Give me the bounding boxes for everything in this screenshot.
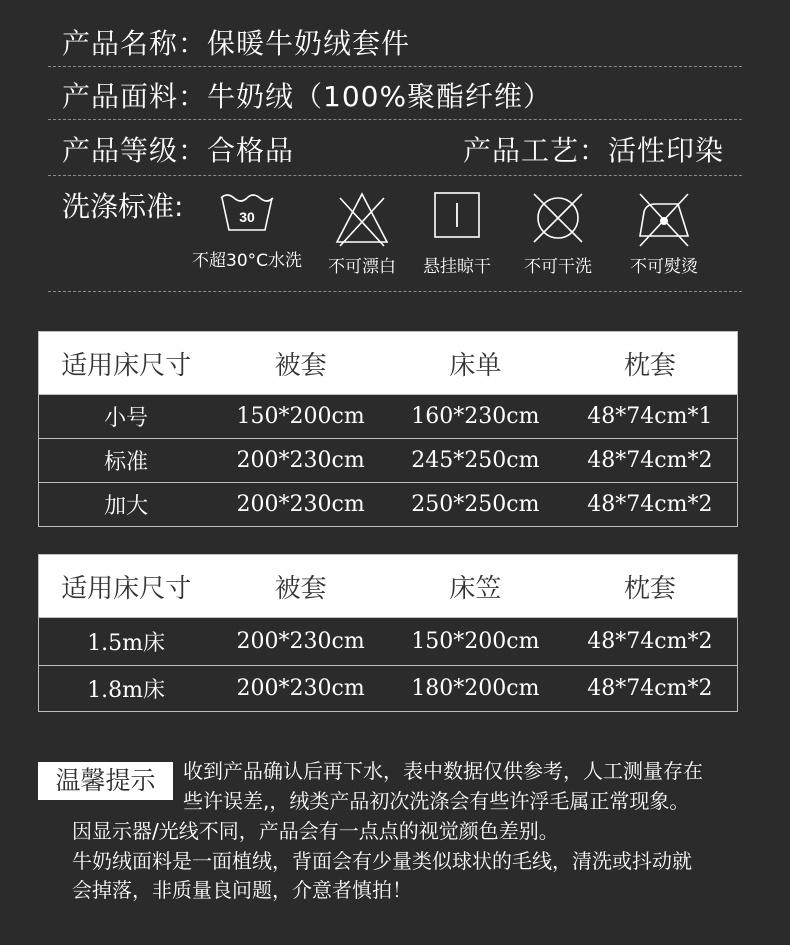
table-cell: 180*200cm	[388, 666, 563, 712]
table-cell: 200*230cm	[213, 666, 388, 712]
table-cell: 245*250cm	[388, 439, 563, 483]
column-header: 床笠	[388, 555, 563, 618]
table-row	[39, 666, 738, 712]
table-cell: 48*74cm*2	[563, 483, 738, 527]
divider	[48, 66, 742, 67]
tips-badge: 温馨提示	[38, 762, 173, 800]
hang-dry-icon	[432, 190, 482, 240]
product-name: 产品名称：保暖牛奶绒套件	[62, 27, 411, 60]
column-header: 枕套	[563, 332, 738, 395]
wash-item	[307, 190, 417, 277]
table-cell: 48*74cm*2	[563, 666, 738, 712]
table-cell: 250*250cm	[388, 483, 563, 527]
table-row	[39, 439, 738, 483]
table-cell: 200*230cm	[213, 618, 388, 666]
no-iron-icon	[634, 190, 694, 248]
tip-line: 收到产品确认后再下水，表中数据仅供参考，人工测量存在	[183, 759, 703, 783]
table-cell: 48*74cm*1	[563, 395, 738, 439]
wash-standard-title: 洗涤标准:	[62, 190, 184, 223]
table-cell: 标准	[39, 439, 214, 483]
product-fabric: 产品面料：牛奶绒（100%聚酯纤维）	[62, 80, 553, 113]
column-header: 床单	[388, 332, 563, 395]
table-cell: 150*200cm	[388, 618, 563, 666]
tip-line: 会掉落，非质量良问题，介意者慎拍！	[72, 878, 412, 902]
product-craft: 产品工艺：活性印染	[463, 134, 725, 167]
column-header: 被套	[213, 332, 388, 395]
table-cell: 200*230cm	[213, 483, 388, 527]
wash-label: 不可干洗	[524, 257, 592, 277]
wash-label: 不超30°C水洗	[192, 251, 303, 271]
table-cell: 1.8m床	[39, 666, 214, 712]
table-row	[39, 483, 738, 527]
table-cell: 小号	[39, 395, 214, 439]
wash-item	[402, 190, 512, 277]
product-grade: 产品等级：合格品	[62, 134, 295, 167]
wash-item	[192, 190, 302, 271]
table-cell: 48*74cm*2	[563, 618, 738, 666]
size-table-fitted	[38, 554, 738, 712]
table-row	[39, 395, 738, 439]
tip-line: 些许误差,，绒类产品初次洗涤会有些许浮毛属正常现象。	[183, 789, 690, 813]
column-header: 被套	[213, 555, 388, 618]
table-cell: 150*200cm	[213, 395, 388, 439]
table-cell: 160*230cm	[388, 395, 563, 439]
table-header-row	[39, 555, 738, 618]
table-header-row	[39, 332, 738, 395]
wash-item	[609, 190, 719, 277]
column-header: 适用床尺寸	[39, 332, 214, 395]
table-row	[39, 618, 738, 666]
column-header: 适用床尺寸	[39, 555, 214, 618]
wash-30-icon	[217, 190, 277, 236]
wash-label: 不可漂白	[328, 257, 396, 277]
wash-temp: 30	[239, 209, 255, 225]
no-dry-clean-icon	[528, 190, 588, 246]
wash-label: 悬挂晾干	[423, 257, 491, 277]
table-cell: 48*74cm*2	[563, 439, 738, 483]
wash-label: 不可熨烫	[630, 257, 698, 277]
column-header: 枕套	[563, 555, 738, 618]
tip-line: 因显示器/光线不同，产品会有一点点的视觉颜色差别。	[72, 819, 559, 843]
divider	[48, 119, 742, 120]
divider	[48, 175, 742, 176]
wash-item	[503, 190, 613, 277]
divider	[48, 291, 742, 292]
tip-line: 牛奶绒面料是一面植绒，背面会有少量类似球状的毛线，清洗或抖动就	[72, 849, 692, 873]
no-bleach-icon	[332, 190, 392, 250]
table-cell: 1.5m床	[39, 618, 214, 666]
table-cell: 加大	[39, 483, 214, 527]
table-cell: 200*230cm	[213, 439, 388, 483]
size-table-sheet	[38, 331, 738, 527]
